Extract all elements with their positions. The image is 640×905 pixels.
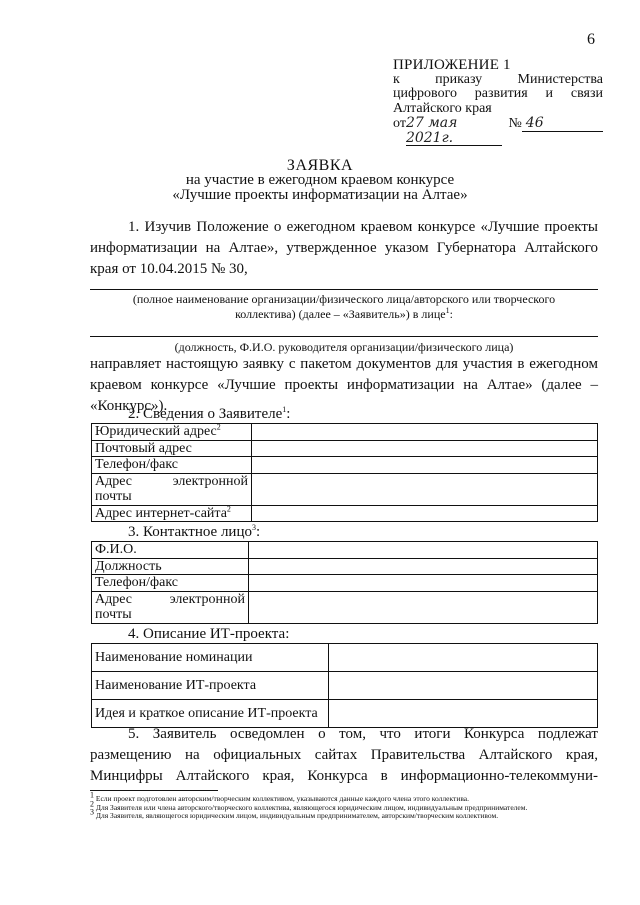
footnote-ref-1b: 1: [282, 405, 287, 414]
caption-applicant-line2: [90, 307, 598, 322]
annex-block: [393, 58, 603, 146]
table-row: [92, 644, 598, 672]
annex-date-line: [393, 116, 603, 146]
email-field[interactable]: [252, 473, 598, 505]
table-row: [92, 457, 598, 474]
annex-line2: [393, 87, 603, 102]
paragraph-1: [90, 217, 598, 280]
nomination-field[interactable]: [329, 644, 598, 672]
table-row: [92, 558, 598, 575]
page-number: 6: [587, 31, 595, 48]
table-row: [92, 591, 598, 623]
contact-phone-field[interactable]: [249, 575, 598, 592]
section-3-title-text: 3. Контактное лицо: [128, 524, 252, 540]
row-label-project-name: Наименование ИТ-проекта: [92, 672, 329, 700]
project-name-field[interactable]: [329, 672, 598, 700]
table-row: [92, 473, 598, 505]
table-row: [92, 505, 598, 522]
row-label-fio: Ф.И.О.: [92, 542, 249, 559]
footnotes: [90, 790, 598, 821]
annex-title: ПРИЛОЖЕНИЕ 1: [393, 57, 511, 73]
phone-fax-field[interactable]: [252, 457, 598, 474]
position-field[interactable]: [249, 558, 598, 575]
section-3-title-end: :: [255, 524, 261, 540]
table-row: [92, 542, 598, 559]
annex-line1-w1: к: [393, 71, 400, 87]
row-label-website: Адрес интернет-сайта$^2$: [92, 505, 252, 522]
table-row: [92, 440, 598, 457]
contact-table: [91, 541, 598, 624]
row-label-postal-address: Почтовый адрес: [92, 440, 252, 457]
annex-line3: Алтайского края: [393, 100, 492, 116]
form-subtitle-2: «Лучшие проекты информатизации на Алтае»: [172, 187, 468, 203]
footnote-1: $^1$ Если проект подготовлен авторским/творческим коллективом, указываются данные каждого члена этого коллектива.: [90, 790, 469, 803]
section-2-title: [128, 406, 290, 423]
row-label-phone-fax: Телефон/факс: [92, 457, 252, 474]
handwritten-number: 46: [522, 116, 603, 132]
annex-line1-w3: Министерства: [517, 71, 603, 87]
footnote-2: $^2$ Для Заявителя или члена авторского/творческого коллектива, являющегося юридическим лицом, индивидуальным предпринимателем.: [90, 799, 528, 812]
website-field[interactable]: [252, 505, 598, 522]
number-prefix: №: [508, 116, 522, 131]
paragraph-5: [90, 724, 598, 787]
caption-representative: (должность, Ф.И.О. руководителя организации/физического лица): [174, 340, 514, 354]
table-row: [92, 672, 598, 700]
contact-email-field[interactable]: [249, 591, 598, 623]
postal-address-field[interactable]: [252, 440, 598, 457]
row-label-nomination: Наименование номинации: [92, 644, 329, 672]
footnote-separator: [90, 790, 218, 791]
annex-line1: [393, 73, 603, 88]
annex-line2-text: цифрового развития и связи: [393, 86, 603, 101]
caption-applicant: [90, 292, 598, 322]
section-2-title-end: :: [286, 406, 291, 422]
project-table: [91, 643, 598, 728]
footnote-ref-3: 3: [251, 523, 256, 532]
footnote-ref-1: 1: [445, 306, 450, 315]
annex-line1-w2: приказу: [435, 71, 483, 87]
paragraph-1-text: 1. Изучив Положение о ежегодном краевом конкурсе «Лучшие проекты информатизации на Алтае», утвержденное указом Губернатора Алтайского края от 10.04.2015 № 30,: [90, 219, 598, 277]
table-row: [92, 424, 598, 441]
section-4-title: 4. Описание ИТ-проекта:: [128, 626, 290, 642]
caption-applicant-line2-text: коллектива) (далее – «Заявитель») в лице: [235, 307, 446, 321]
table-row: [92, 575, 598, 592]
blank-line-applicant: [90, 289, 598, 290]
caption-applicant-end: :: [449, 307, 453, 321]
form-heading: [0, 158, 640, 203]
row-label-email: Адрес электронной почты: [92, 473, 252, 505]
caption-applicant-line1: (полное наименование организации/физического лица/авторского или творческого: [132, 292, 556, 306]
paragraph-5-text: 5. Заявитель осведомлен о том, что итоги Конкурса подлежат размещению на официальных сайтах Правительства Алтайского края, Минцифры Алтайского края, Конкурса в информационно-телекоммуни-: [90, 726, 598, 784]
legal-address-field[interactable]: [252, 424, 598, 441]
section-3-title: [128, 524, 260, 541]
row-label-legal-address: Юридический адрес$^2$: [92, 424, 252, 441]
applicant-table: [91, 423, 598, 522]
row-label-contact-email: Адрес электронной почты: [92, 591, 249, 623]
blank-line-representative: [90, 336, 598, 337]
form-subtitle-1: на участие в ежегодном краевом конкурсе: [185, 172, 455, 188]
handwritten-date: 27 мая 2021г.: [406, 116, 503, 146]
paragraph-2: направляет настоящую заявку с пакетом документов для участия в ежегодном краевом конкурсе «Лучшие проекты информатизации на Алтае» (далее – «Конкурс»).: [90, 356, 598, 414]
row-label-position: Должность: [92, 558, 249, 575]
fio-field[interactable]: [249, 542, 598, 559]
section-2-title-text: 2. Сведения о Заявителе: [128, 406, 283, 422]
row-label-project-idea: Идея и краткое описание ИТ-проекта: [92, 700, 329, 728]
footnote-3: $^3$ Для Заявителя, являющегося юридическим лицом, индивидуальным предпринимателем, авторским/творческим коллективом.: [90, 807, 499, 821]
row-label-contact-phone: Телефон/факс: [92, 575, 249, 592]
form-title: ЗАЯВКА: [286, 157, 354, 174]
date-prefix: от: [393, 116, 406, 131]
